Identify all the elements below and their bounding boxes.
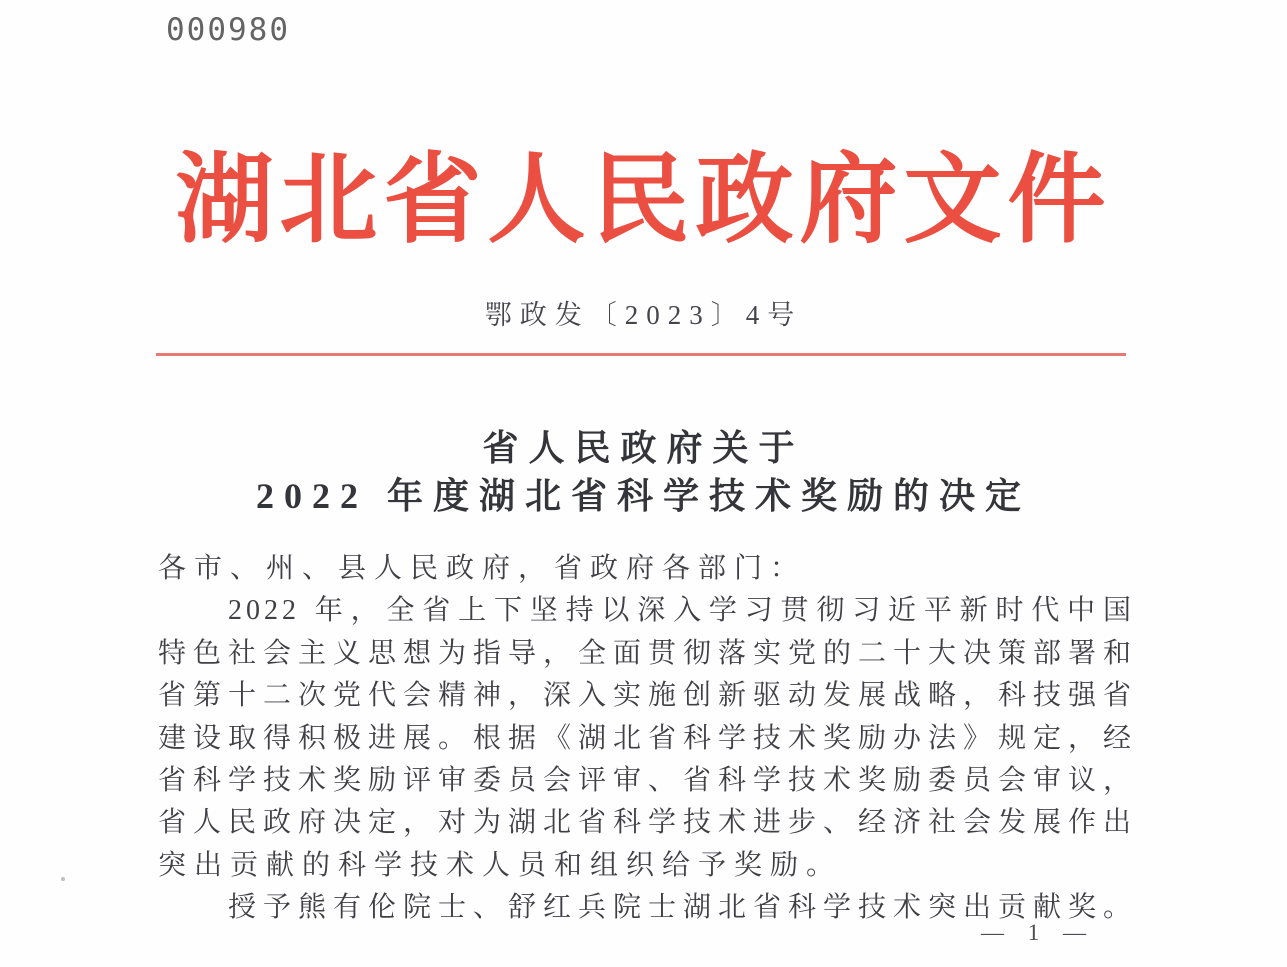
body-line: 建设取得积极进展。根据《湖北省科学技术奖励办法》规定，经	[158, 722, 1135, 754]
document-body	[158, 548, 1135, 930]
document-title-line-1: 省人民政府关于	[482, 428, 805, 468]
letterhead-title: 湖北省人民政府文件	[175, 147, 1112, 255]
body-line: 省人民政府决定，对为湖北省科学技术进步、经济社会发展作出	[158, 807, 1135, 839]
body-line: 突出贡献的科学技术人员和组织给予奖励。	[158, 849, 843, 881]
body-line: 特色社会主义思想为指导，全面贯彻落实党的二十大决策部署和	[158, 637, 1135, 669]
body-line: 省第十二次党代会精神，深入实施创新驱动发展战略，科技强省	[158, 680, 1135, 712]
scan-speck	[61, 877, 65, 881]
archive-stamp-number: 000980	[166, 12, 290, 48]
document-title-line-2: 2022 年度湖北省科学技术奖励的决定	[255, 476, 1031, 516]
body-line: 2022 年，全省上下坚持以深入学习贯彻习近平新时代中国	[228, 595, 1135, 627]
body-line-salutation: 各市、州、县人民政府，省政府各部门：	[158, 553, 807, 584]
red-separator-line	[156, 353, 1126, 356]
document-reference-number: 鄂政发〔2023〕4号	[484, 300, 803, 330]
page-number: — 1 —	[981, 920, 1095, 945]
document-title	[0, 424, 1287, 520]
body-line: 授予熊有伦院士、舒红兵院士湖北省科学技术突出贡献奖。	[228, 892, 1135, 924]
body-line: 省科学技术奖励评审委员会评审、省科学技术奖励委员会审议，	[158, 764, 1135, 796]
